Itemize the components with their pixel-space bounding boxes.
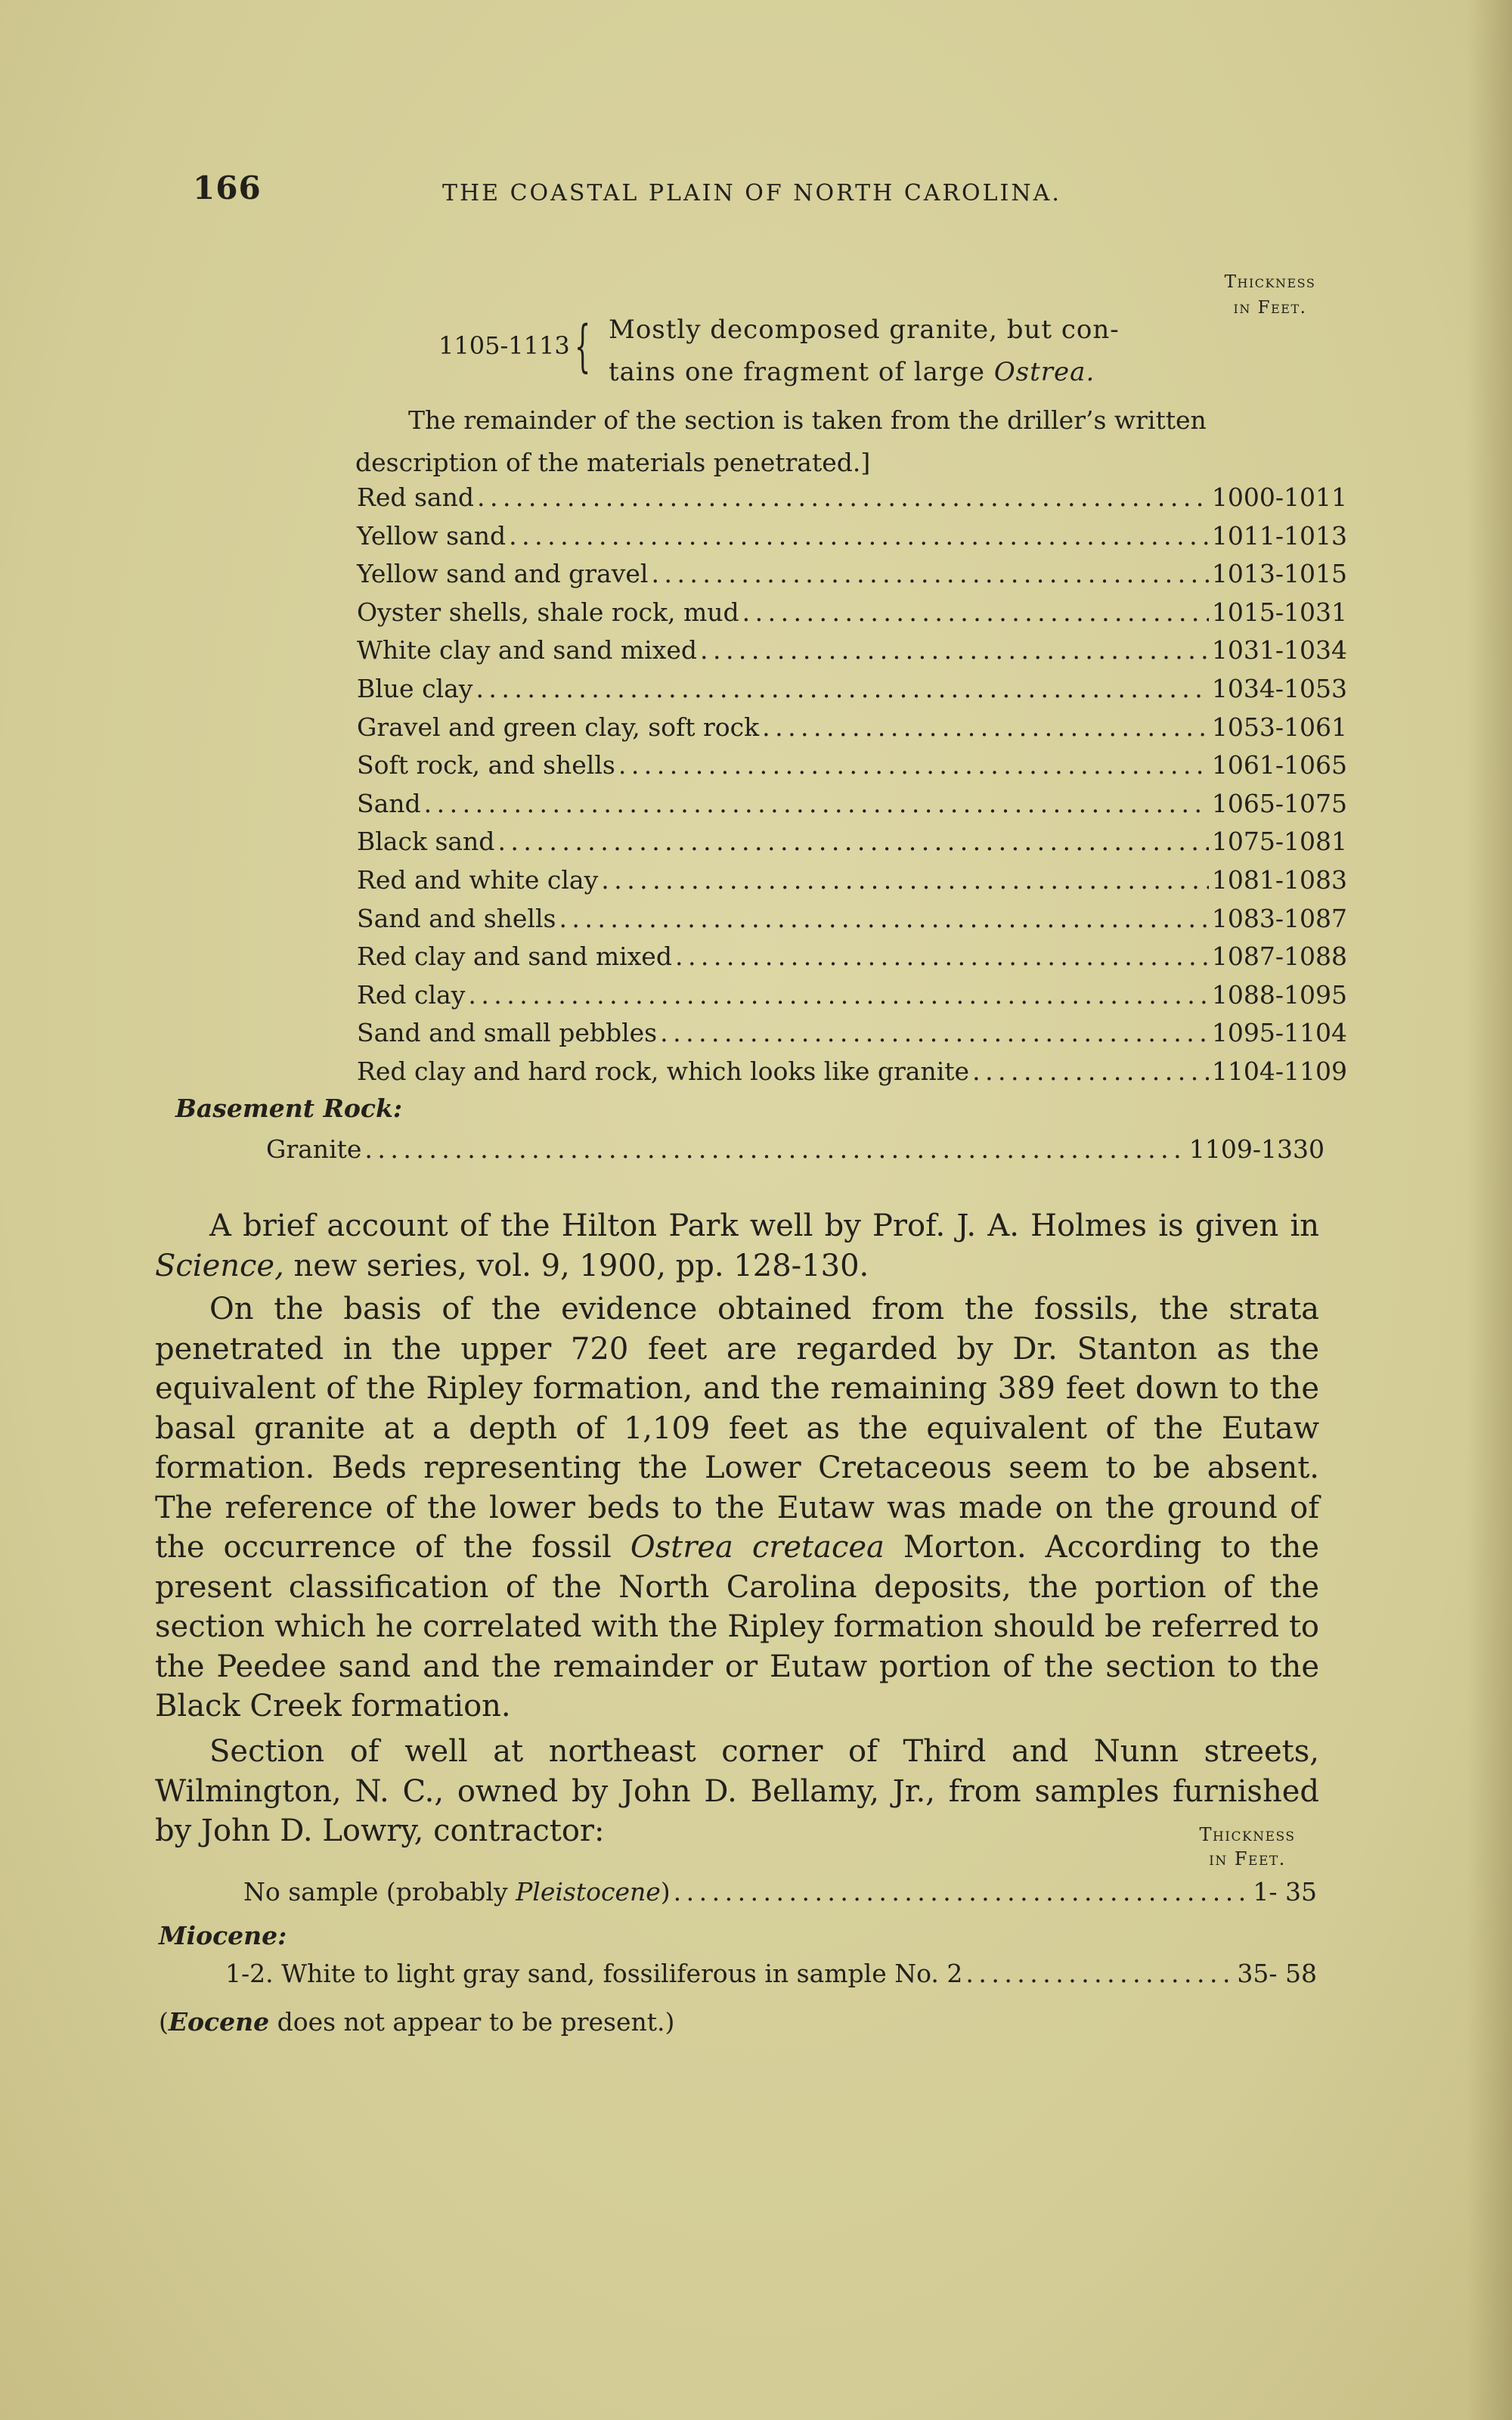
sample-row-1 bbox=[243, 1877, 1317, 1916]
log-label: Blue clay bbox=[357, 673, 473, 703]
dot-leader bbox=[364, 1134, 1185, 1164]
dot-leader bbox=[509, 521, 1209, 551]
log-range: 1034-1053 bbox=[1211, 673, 1347, 703]
log-label: Red and white clay bbox=[357, 864, 599, 895]
log-range: 1013-1015 bbox=[1211, 559, 1347, 589]
dot-leader bbox=[674, 1877, 1250, 1907]
sample-row-2 bbox=[225, 1959, 1317, 1997]
log-label: Sand bbox=[357, 788, 421, 818]
eocene-note-eocene: Eocene bbox=[168, 2007, 270, 2037]
page-edge-shadow bbox=[1467, 0, 1512, 2420]
granite-range: 1109-1330 bbox=[1188, 1134, 1325, 1164]
dot-leader bbox=[497, 827, 1208, 856]
basement-heading: Basement Rock: bbox=[175, 1094, 403, 1123]
dot-leader bbox=[618, 750, 1209, 780]
log-label: Yellow sand and gravel bbox=[357, 559, 649, 589]
bracket-text-line2-prefix: tains one fragment of large bbox=[609, 357, 994, 387]
log-label: Gravel and green clay, soft rock bbox=[357, 712, 760, 742]
log-label: Black sand bbox=[357, 827, 495, 857]
thickness-header-2 bbox=[1164, 1823, 1331, 1871]
dot-leader bbox=[424, 789, 1209, 818]
log-row bbox=[357, 513, 1347, 552]
remainder-note: The remainder of the section is taken from the driller’s written description of the materials penetrated.] bbox=[355, 405, 1207, 477]
eocene-note-open: ( bbox=[159, 2007, 169, 2037]
dot-leader bbox=[965, 1959, 1234, 1988]
paragraph-stanton bbox=[155, 1289, 1319, 1727]
sample1-label bbox=[243, 1877, 671, 1907]
running-head: THE COASTAL PLAIN OF NORTH CAROLINA. bbox=[442, 180, 1061, 206]
log-row bbox=[357, 781, 1347, 820]
well-log-list bbox=[357, 475, 1347, 1087]
bracket-text-line1: Mostly decomposed granite, but con- bbox=[609, 315, 1120, 345]
log-range: 1104-1109 bbox=[1211, 1056, 1347, 1086]
brace-icon: { bbox=[575, 314, 591, 379]
paragraph-bellamy-well: Section of well at northeast corner of Third and Nunn streets, Wilmington, N. C., owned by John D. Bellamy, Jr., from samples furnished by John D. Lowry, contractor: bbox=[155, 1734, 1319, 1848]
log-row bbox=[357, 590, 1347, 628]
paragraph1-text-a: A brief account of the Hilton Park well by Prof. J. A. Holmes is given in bbox=[209, 1208, 1319, 1243]
paragraph1-text-b: new series, vol. 9, 1900, pp. 128-130. bbox=[284, 1248, 869, 1283]
dot-leader bbox=[660, 1018, 1209, 1047]
log-label: Red sand bbox=[357, 482, 474, 512]
log-label: Sand and shells bbox=[357, 903, 556, 933]
log-range: 1011-1013 bbox=[1211, 520, 1347, 551]
thickness-header-line1: Thickness bbox=[1224, 272, 1316, 292]
dot-leader bbox=[559, 904, 1208, 933]
log-row bbox=[357, 628, 1347, 666]
thickness-header-2-line2: in Feet. bbox=[1209, 1848, 1286, 1869]
log-row bbox=[357, 743, 1347, 781]
page-number: 166 bbox=[193, 169, 262, 206]
dot-leader bbox=[477, 482, 1209, 512]
miocene-heading: Miocene: bbox=[159, 1921, 287, 1950]
dot-leader bbox=[476, 674, 1208, 703]
log-range: 1065-1075 bbox=[1211, 788, 1347, 818]
log-label: White clay and sand mixed bbox=[357, 635, 697, 666]
bracket-description bbox=[609, 309, 1120, 393]
log-label: Yellow sand bbox=[357, 520, 507, 551]
log-label: Soft rock, and shells bbox=[357, 750, 615, 780]
log-range: 1075-1081 bbox=[1211, 827, 1347, 857]
paragraph-hilton-park bbox=[155, 1206, 1319, 1286]
dot-leader bbox=[700, 635, 1209, 665]
paragraph2-ostrea-cretacea: Ostrea cretacea bbox=[630, 1530, 885, 1565]
sample1-label-a: No sample (probably bbox=[243, 1877, 516, 1907]
log-row bbox=[357, 475, 1347, 513]
log-range: 1053-1061 bbox=[1211, 712, 1347, 742]
sample1-range: 1- 35 bbox=[1253, 1877, 1317, 1907]
paragraph1-science: Science, bbox=[155, 1248, 284, 1283]
granite-label: Granite bbox=[266, 1134, 362, 1164]
sample2-range: 35- 58 bbox=[1237, 1959, 1317, 1988]
log-range: 1000-1011 bbox=[1211, 482, 1347, 512]
granite-row bbox=[266, 1127, 1325, 1165]
log-row bbox=[357, 896, 1347, 935]
log-range: 1088-1095 bbox=[1211, 979, 1347, 1010]
eocene-note bbox=[159, 2007, 674, 2037]
log-label: Red clay and sand mixed bbox=[357, 942, 672, 972]
bracket-entry bbox=[438, 309, 1346, 392]
log-label: Oyster shells, shale rock, mud bbox=[357, 597, 739, 627]
log-label: Sand and small pebbles bbox=[357, 1018, 658, 1048]
bracket-text-line2 bbox=[609, 351, 1120, 393]
log-range: 1015-1031 bbox=[1211, 597, 1347, 627]
dot-leader bbox=[468, 980, 1209, 1010]
log-row bbox=[357, 705, 1347, 743]
log-row bbox=[357, 819, 1347, 858]
page-header bbox=[193, 169, 1342, 215]
log-row bbox=[357, 666, 1347, 705]
sample2-label: 1-2. White to light gray sand, fossiliferous in sample No. 2 bbox=[225, 1959, 963, 1988]
thickness-header-line2: in Feet. bbox=[1233, 298, 1307, 318]
sample1-label-b: ) bbox=[660, 1877, 671, 1907]
dot-leader bbox=[762, 712, 1209, 742]
paragraph2-text-b: Morton. According to the present classification of the North Carolina deposits, the portion of the section which he correlated with the Ripley formation should be referred to the Peedee sand and the remainder or Eutaw portion of the section to the Black Creek formation. bbox=[155, 1530, 1319, 1723]
dot-leader bbox=[601, 865, 1209, 895]
log-range: 1031-1034 bbox=[1211, 635, 1347, 666]
log-range: 1083-1087 bbox=[1211, 903, 1347, 933]
log-row bbox=[357, 934, 1347, 973]
log-row bbox=[357, 858, 1347, 896]
log-row bbox=[357, 973, 1347, 1011]
dot-leader bbox=[742, 597, 1209, 627]
thickness-header-2-line1: Thickness bbox=[1199, 1824, 1296, 1845]
log-row bbox=[357, 551, 1347, 590]
bracket-text-ostrea: Ostrea. bbox=[993, 357, 1095, 387]
log-label: Red clay and hard rock, which looks like granite bbox=[357, 1056, 970, 1086]
eocene-note-rest: does not appear to be present.) bbox=[269, 2007, 675, 2037]
dot-leader bbox=[972, 1056, 1209, 1086]
log-range: 1087-1088 bbox=[1211, 942, 1347, 972]
log-range: 1081-1083 bbox=[1211, 864, 1347, 895]
log-range: 1095-1104 bbox=[1211, 1018, 1347, 1048]
log-range: 1061-1065 bbox=[1211, 750, 1347, 780]
log-label: Red clay bbox=[357, 979, 466, 1010]
log-row bbox=[357, 1049, 1347, 1087]
bracket-range: 1105-1113 bbox=[438, 331, 570, 360]
dot-leader bbox=[675, 942, 1209, 971]
paragraph2-text-a: On the basis of the evidence obtained from the fossils, the strata penetrated in the upper 720 feet are regarded by Dr. Stanton as the equivalent of the Ripley formation, and the remaining 389 feet down to the basal granite at a depth of 1,109 feet as the equivalent of the Eutaw formation. Beds representing the Lower Cretaceous seem to be absent. The reference of the lower beds to the Eutaw was made on the ground of the occurrence of the fossil bbox=[155, 1292, 1319, 1565]
sample1-pleistocene: Pleistocene bbox=[516, 1877, 661, 1907]
dot-leader bbox=[651, 559, 1208, 588]
log-row bbox=[357, 1010, 1347, 1049]
